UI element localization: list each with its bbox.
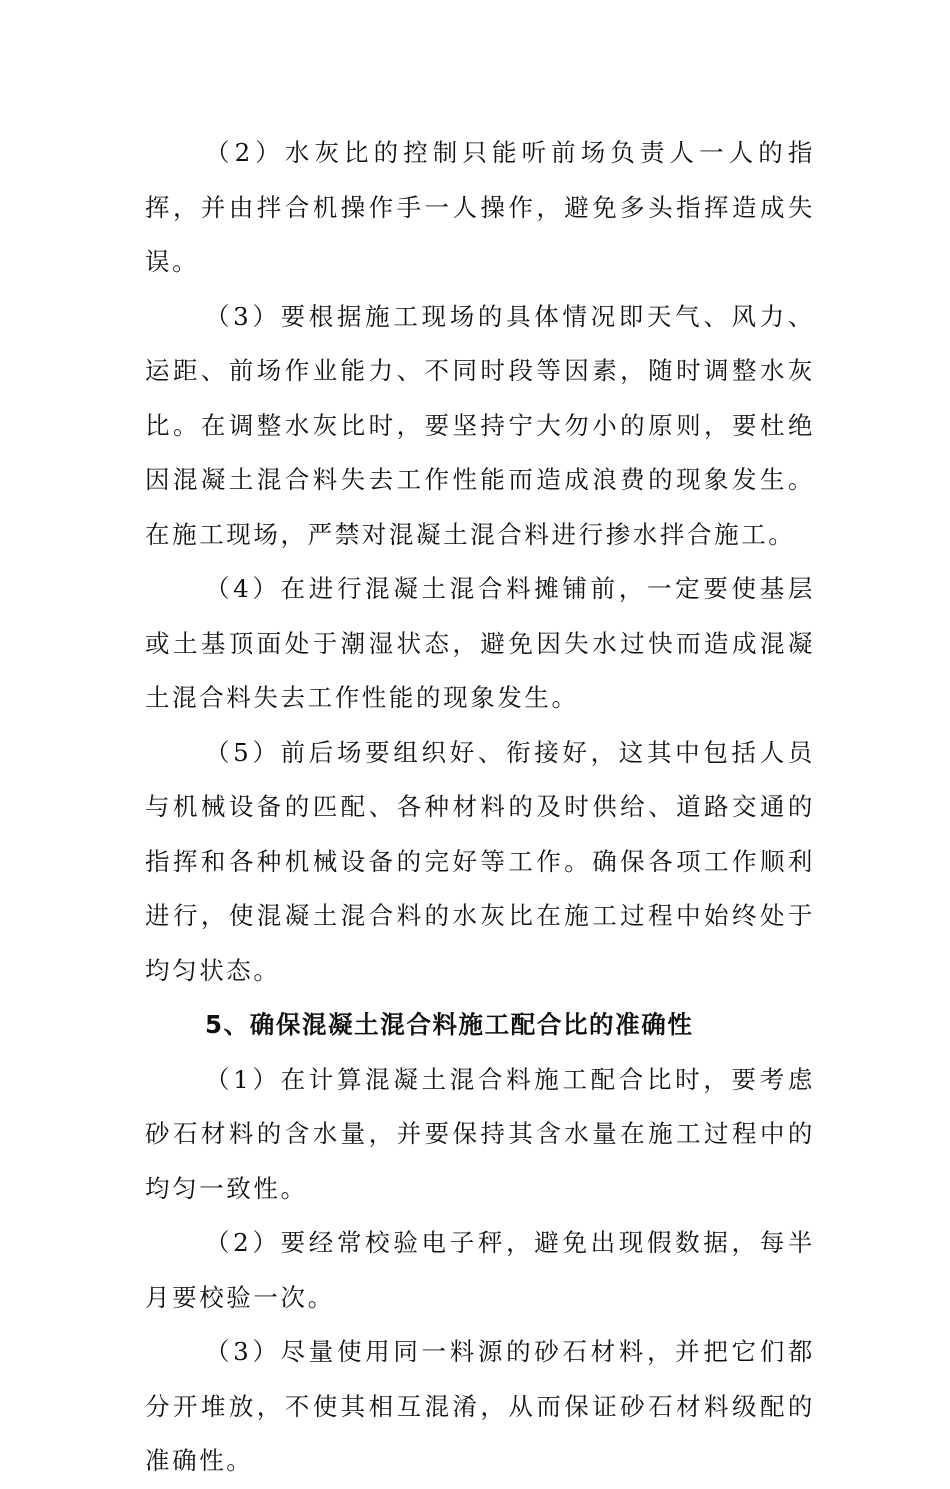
paragraph-water-cement-control: （2）水灰比的控制只能听前场负责人一人的指挥，并由拌合机操作手一人操作，避免多头指挥造成失误。 [145, 138, 815, 276]
section-heading: 5、确保混凝土混合料施工配合比的准确性 [205, 1010, 694, 1039]
document-body [145, 126, 815, 1489]
paragraph-aggregate-source: （3）尽量使用同一料源的砂石材料，并把它们都分开堆放，不使其相互混淆，从而保证砂石材料级配的准确性。 [145, 1337, 815, 1475]
paragraph-mix-calculation: （1）在计算混凝土混合料施工配合比时，要考虑砂石材料的含水量，并要保持其含水量在施工过程中的均匀一致性。 [145, 1064, 815, 1203]
paragraph-site-coordination: （5）前后场要组织好、衔接好，这其中包括人员与机械设备的匹配、各种材料的及时供给、道路交通的指挥和各种机械设备的完好等工作。确保各项工作顺利进行，使混凝土混合料的水灰比在施工过程中始终处于均匀状态。 [145, 737, 815, 985]
paragraph-adjust-water-cement: （3）要根据施工现场的具体情况即天气、风力、运距、前场作业能力、不同时段等因素，随时调整水灰比。在调整水灰比时，要坚持宁大勿小的原则，要杜绝因混凝土混合料失去工作性能而造成浪费的现象发生。在施工现场，严禁对混凝土混合料进行掺水拌合施工。 [145, 301, 815, 549]
paragraph-base-moisture: （4）在进行混凝土混合料摊铺前，一定要使基层或土基顶面处于潮湿状态，避免因失水过快而造成混凝土混合料失去工作性能的现象发生。 [145, 574, 815, 712]
paragraph-scale-calibration: （2）要经常校验电子秤，避免出现假数据，每半月要校验一次。 [145, 1228, 815, 1312]
